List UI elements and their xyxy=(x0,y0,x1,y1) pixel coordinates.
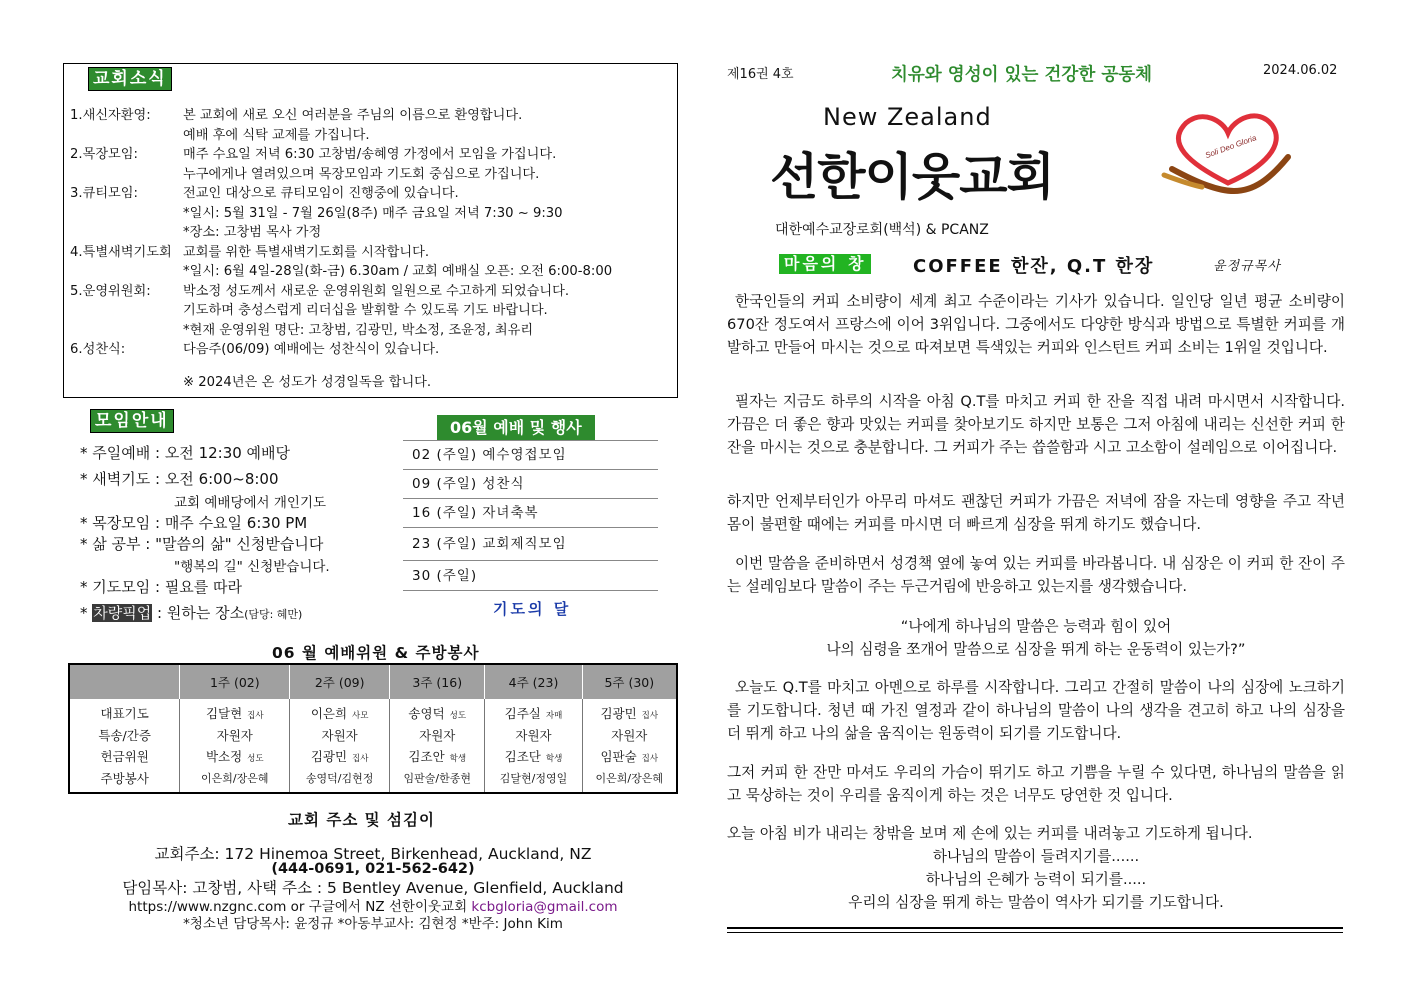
assignee-name: 이은희/장은혜 xyxy=(595,771,664,785)
assignee-name: 자원자 xyxy=(216,727,253,743)
worship-assignment xyxy=(390,725,484,747)
worship-assignment xyxy=(583,768,676,790)
column-closing-1: 하나님의 말씀이 들려지기를...... xyxy=(932,848,1140,865)
column-paragraph-1: 한국인들의 커피 소비량이 세계 최고 수준이라는 기사가 있습니다. 일인당 일년 평균 소비량이 670잔 정도여서 프랑스에 이어 3위입니다. 그중에서도 다양한 방식과 방법으로 특별한 커피를 개발하고 만들어 마시는 것으로 따져보면 특색있는 커피와 인스턴트 커피 소비는 1위일 것입니다. xyxy=(727,293,1345,357)
news-item-text: 교회를 위한 특별새벽기도회를 시작합니다. xyxy=(183,244,430,260)
news-item-text: 기도하며 충성스럽게 리더십을 발휘할 수 있도록 기도 바랍니다. xyxy=(183,303,548,318)
worship-assignment xyxy=(180,768,289,790)
worship-assignment xyxy=(290,703,389,725)
role-label: 헌금위원 xyxy=(100,749,149,764)
worship-assignment xyxy=(290,725,389,747)
column-tag: 마음의 창 xyxy=(779,254,871,274)
meeting-ride: * 차량픽업 : 원하는 장소(담당: 혜만) xyxy=(80,604,303,622)
events-title: 06월 예배 및 행사 xyxy=(437,415,595,441)
worship-table-header-cell xyxy=(69,664,180,699)
assignee-name: 송영덕/김현정 xyxy=(305,771,374,785)
role-column xyxy=(69,699,180,793)
worship-table-header-cell: 5주 (30) xyxy=(582,664,677,699)
worship-assignment xyxy=(583,746,676,768)
assignee-name: 김조단 xyxy=(504,749,541,764)
assignee-title: 집사 xyxy=(247,711,264,721)
meeting-worship: * 주일예배 : 오전 12:30 예배당 xyxy=(80,444,291,462)
meeting-study-sub: "행복의 길" 신청받습니다. xyxy=(174,559,330,575)
footer-double-rule xyxy=(727,927,1343,933)
event-row: 02 (주일) 예수영접모임 xyxy=(403,441,658,470)
worship-table xyxy=(68,663,678,794)
worship-table-header-cell: 2주 (09) xyxy=(290,664,390,699)
worship-assignment xyxy=(485,746,581,768)
worship-assignment xyxy=(290,746,389,768)
worship-assignment xyxy=(290,768,389,790)
news-item-text: *현재 운영위원 명단: 고창범, 김광민, 박소정, 조윤정, 최유리 xyxy=(183,322,534,338)
event-row: 23 (주일) 교회제직모임 xyxy=(403,528,658,561)
worship-table-title: 06 월 예배위원 & 주방봉사 xyxy=(272,644,480,662)
news-item-label: 5.운영위원회: xyxy=(70,283,151,299)
worship-assignment xyxy=(390,703,484,725)
assignee-name: 자원자 xyxy=(611,727,648,743)
news-item-text: 누구에게나 열려있으며 목장모임과 기도회 중심으로 가집니다. xyxy=(183,166,540,182)
news-item-label: 2.목장모임: xyxy=(70,147,138,162)
website-link[interactable]: https://www.nzgnc.com or 구글에서 NZ 선한이웃교회 xyxy=(128,899,472,915)
soli-deo-gloria-logo-icon xyxy=(1158,105,1298,195)
church-address: 교회주소: 172 Hinemoa Street, Birkenhead, Auckland, NZ xyxy=(154,845,592,863)
worship-table-header-cell: 3주 (16) xyxy=(390,664,485,699)
column-quote-2: 나의 심령을 쪼개어 말씀으로 심장을 뛰게 하는 운동력이 있는가?” xyxy=(826,641,1246,658)
meeting-study: * 삶 공부 : "말씀의 삶" 신청받습니다 xyxy=(80,535,324,553)
column-author: 윤정규목사 xyxy=(1213,259,1281,274)
bible-reading-note: ※ 2024년은 온 성도가 성경일독을 합니다. xyxy=(183,375,432,390)
assignee-name: 자원자 xyxy=(419,727,456,743)
assignee-title: 성도 xyxy=(247,754,264,764)
event-row: 16 (주일) 자녀축복 xyxy=(403,499,658,528)
denomination: 대한예수교장로회(백석) & PCANZ xyxy=(775,222,989,238)
worship-assignment xyxy=(485,703,581,725)
assignee-title: 집사 xyxy=(641,754,659,764)
worship-table-header-cell: 1주 (02) xyxy=(180,664,290,699)
assignee-title: 집사 xyxy=(641,711,659,721)
role-label: 특송/간증 xyxy=(98,727,151,743)
assignee-title: 사모 xyxy=(352,711,369,721)
assignee-title: 집사 xyxy=(352,754,369,764)
column-closing-2: 하나님의 은혜가 능력이 되기를..... xyxy=(925,871,1147,888)
staff-list: *청소년 담당목사: 윤정규 *아동부교사: 김현정 *반주: John Kim xyxy=(183,916,563,932)
worship-assignment xyxy=(390,768,484,790)
worship-table-header-cell: 4주 (23) xyxy=(485,664,582,699)
bulletin-date: 2024.06.02 xyxy=(1263,63,1338,78)
column-quote-1: “나에게 하나님의 말씀은 능력과 힘이 있어 xyxy=(900,618,1172,635)
event-row: 09 (주일) 성찬식 xyxy=(403,470,658,499)
country-label: New Zealand xyxy=(823,103,992,131)
news-item-text: 본 교회에 새로 오신 여러분을 주님의 이름으로 환영합니다. xyxy=(183,108,523,123)
news-item-text: 박소정 성도께서 새로운 운영위원회 일원으로 수고하게 되었습니다. xyxy=(183,283,570,299)
volume-number: 제16권 4호 xyxy=(727,67,794,82)
role-label: 주방봉사 xyxy=(100,770,149,786)
email-link[interactable]: kcbgloria@gmail.com xyxy=(471,899,618,915)
assignee-name: 김조안 xyxy=(408,749,445,764)
assignee-name: 임판술/한종현 xyxy=(403,771,471,785)
assignee-name: 자원자 xyxy=(515,727,552,743)
week-column xyxy=(290,699,390,793)
week-column xyxy=(390,699,485,793)
assignee-name: 김달현/정영일 xyxy=(499,771,568,785)
assignee-name: 임판술 xyxy=(600,749,637,764)
news-item-label: 3.큐티모임: xyxy=(70,186,138,201)
assignee-title: 자매 xyxy=(545,711,563,721)
assignee-name: 자원자 xyxy=(321,727,358,743)
column-paragraph-2: 필자는 지금도 하루의 시작을 아침 Q.T를 마치고 커피 한 잔을 직접 내려 마시면서 시작합니다. 가끔은 더 좋은 향과 맛있는 커피를 찾아보기도 하지만 보통은 그저 아침에 내리는 신선한 커피 한 잔을 마시는 것으로 충분합니다. 그 커피가 주는 씁쓸함과 시고 고소함이 설레임으로 이어집니다. xyxy=(727,393,1345,457)
church-name: 선한이웃교회 xyxy=(770,148,1054,206)
column-closing-3: 우리의 심장을 뛰게 하는 말씀이 역사가 되기를 기도합니다. xyxy=(848,894,1224,911)
assignee-name: 김광민 xyxy=(600,706,637,721)
column-title: COFFEE 한잔, Q.T 한장 xyxy=(913,256,1155,277)
worship-assignment xyxy=(485,725,581,747)
news-item-label: 6.성찬식: xyxy=(70,342,126,357)
column-paragraph-5: 오늘도 Q.T를 마치고 아멘으로 하루를 시작합니다. 그리고 간절히 말씀이 나의 심장에 노크하기를 기도합니다. 청년 때 가진 열정과 같이 하나님의 말씀이 나의 생각을 견고히 하고 나의 심장을 더 뛰게 하고 나의 삶을 움직이는 원동력이 되기를 기도합니다. xyxy=(727,679,1345,743)
worship-assignment xyxy=(583,703,676,725)
news-item-text: *장소: 고창범 목사 가정 xyxy=(183,225,322,240)
meetings-title: 모임안내 xyxy=(90,409,174,433)
address-title: 교회 주소 및 섬김이 xyxy=(288,811,435,829)
assignee-name: 김달현 xyxy=(205,706,243,721)
column-paragraph-4: 이번 말씀을 준비하면서 성경책 옆에 놓여 있는 커피를 바라봅니다. 내 심장은 이 커피 한 잔이 주는 설레임보다 말씀이 주는 두근거림에 반응하고 있는지를 생각했습니다. xyxy=(727,555,1345,596)
assignee-name: 송영덕 xyxy=(408,706,445,721)
worship-assignment xyxy=(180,725,289,747)
assignee-name: 박소정 xyxy=(205,749,243,764)
meeting-dawn-sub: 교회 예배당에서 개인기도 xyxy=(174,495,327,511)
column-paragraph-6: 그저 커피 한 잔만 마셔도 우리의 가슴이 뛰기도 하고 기쁨을 누릴 수 있다면, 하나님의 말씀을 읽고 묵상하는 것이 우리를 움직이게 하는 것은 너무도 당연한 것 입니다. xyxy=(727,764,1345,805)
assignee-name: 이은희 xyxy=(310,706,348,721)
prayer-month: 기도의 달 xyxy=(493,600,572,618)
worship-assignment xyxy=(180,703,289,725)
news-item-text: 다음주(06/09) 예배에는 성찬식이 있습니다. xyxy=(183,342,440,357)
assignee-name: 김광민 xyxy=(310,749,348,764)
column-paragraph-7: 오늘 아침 비가 내리는 창밖을 보며 제 손에 있는 커피를 내려놓고 기도하게 됩니다. xyxy=(727,825,1253,842)
week-column xyxy=(180,699,290,793)
worship-assignment xyxy=(390,746,484,768)
column-paragraph-3: 하지만 언제부터인가 아무리 마셔도 괜찮던 커피가 가끔은 저녁에 잠을 자는데 영향을 주고 작년 몸이 불편할 때에는 커피를 마시면 더 빠르게 심장을 뛰게 하기도 했습니다. xyxy=(727,493,1345,534)
role-label: 대표기도 xyxy=(100,706,149,721)
worship-table-header xyxy=(69,664,677,699)
meeting-cell: * 목장모임 : 매주 수요일 6:30 PM xyxy=(80,514,308,532)
pastor-address: 담임목사: 고창범, 사택 주소 : 5 Bentley Avenue, Glenfield, Auckland xyxy=(122,879,624,897)
news-item-text: *일시: 5월 31일 - 7월 26일(8주) 매주 금요일 저녁 7:30 ~ 9:30 xyxy=(183,205,563,221)
assignee-name: 김주실 xyxy=(504,706,541,721)
week-column xyxy=(485,699,582,793)
news-item-text: 예배 후에 식탁 교제를 가집니다. xyxy=(183,127,370,143)
meeting-dawn: * 새벽기도 : 오전 6:00~8:00 xyxy=(80,470,279,488)
church-motto: 치유와 영성이 있는 건강한 공동체 xyxy=(891,65,1153,85)
news-item-text: *일시: 6월 4일-28일(화-금) 6.30am / 교회 예배실 오픈: 오전 6:00-8:00 xyxy=(183,264,613,279)
ride-highlight: 차량픽업 xyxy=(93,604,152,622)
news-item-label: 4.특별새벽기도회 xyxy=(70,244,172,260)
assignee-title: 학생 xyxy=(449,754,467,764)
logo-text: Soli Deo Gloria xyxy=(1203,133,1258,161)
worship-assignment xyxy=(583,725,676,747)
worship-assignment xyxy=(180,746,289,768)
week-column xyxy=(582,699,677,793)
church-news-title: 교회소식 xyxy=(88,67,172,91)
event-row: 30 (주일) xyxy=(403,561,658,591)
news-item-label: 1.새신자환영: xyxy=(70,108,151,123)
assignee-name: 이은희/장은혜 xyxy=(201,771,269,785)
news-item-text: 전교인 대상으로 큐티모임이 진행중에 있습니다. xyxy=(183,186,459,201)
assignee-title: 성도 xyxy=(449,711,467,721)
meeting-prayer: * 기도모임 : 필요를 따라 xyxy=(80,578,243,596)
worship-table-body xyxy=(69,699,677,793)
news-item-text: 매주 수요일 저녁 6:30 고창범/송혜영 가정에서 모임을 가집니다. xyxy=(183,147,557,162)
worship-assignment xyxy=(485,768,581,790)
assignee-title: 학생 xyxy=(545,754,563,764)
church-phone: (444-0691, 021-562-642) xyxy=(271,861,475,877)
